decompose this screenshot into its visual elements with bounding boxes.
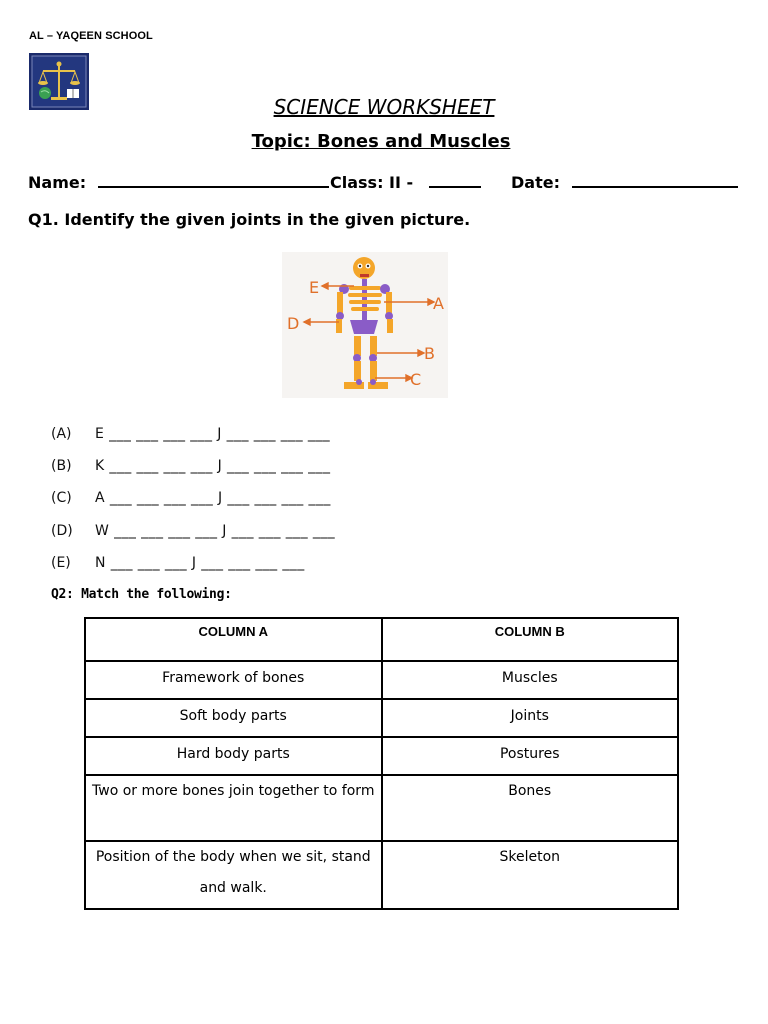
school-name: AL – YAQEEN SCHOOL [29,30,153,42]
answer-row[interactable] [51,490,331,506]
column-a-cell[interactable]: Position of the body when we sit, stand and walk. [85,841,382,909]
date-blank[interactable] [572,172,738,188]
column-b-cell[interactable]: Bones [382,775,679,841]
question-1-number: Q1 [28,210,53,229]
answer-row[interactable] [51,523,335,539]
class-blank[interactable] [429,172,481,188]
question-1-text: . Identify the given joints in the given picture. [52,210,471,229]
table-row [85,737,678,775]
column-b-cell[interactable]: Joints [382,699,679,737]
answer-option: (E) [51,555,71,571]
skeleton-figure [282,252,448,398]
date-field[interactable] [511,172,738,192]
column-a-cell[interactable]: Two or more bones join together to form [85,775,382,841]
match-table [84,617,679,910]
answer-option: (A) [51,426,72,442]
answer-row[interactable] [51,458,330,474]
answer-option: (C) [51,490,72,506]
answer-pattern[interactable]: E ___ ___ ___ ___ J ___ ___ ___ ___ [95,426,331,442]
column-b-cell[interactable]: Skeleton [382,841,679,909]
answer-pattern[interactable]: K ___ ___ ___ ___ J ___ ___ ___ ___ [95,458,331,474]
figure-label-b: B [424,344,435,363]
name-blank[interactable] [98,172,329,188]
question-2: Q2: Match the following: [51,587,232,602]
answer-pattern[interactable]: N ___ ___ ___ J ___ ___ ___ ___ [95,555,305,571]
table-row [85,841,678,909]
date-label: Date: [511,173,560,192]
figure-label-e: E [309,278,320,297]
answer-option: (B) [51,458,72,474]
column-a-header: COLUMN A [85,618,382,661]
figure-label-c: C [410,370,422,389]
column-b-cell[interactable]: Muscles [382,661,679,699]
answer-row[interactable] [51,426,330,442]
figure-label-a: A [433,294,444,313]
name-field[interactable] [28,172,329,192]
column-a-cell[interactable]: Framework of bones [85,661,382,699]
column-b-cell[interactable]: Postures [382,737,679,775]
class-field[interactable] [330,172,481,192]
column-b-header: COLUMN B [382,618,679,661]
answer-row[interactable] [51,555,305,571]
class-label: Class: II - [330,173,414,192]
table-row [85,699,678,737]
question-1 [28,210,470,229]
answer-pattern[interactable]: W ___ ___ ___ ___ J ___ ___ ___ ___ [95,523,336,539]
column-a-cell[interactable]: Hard body parts [85,737,382,775]
table-header-row [85,618,678,661]
column-a-cell[interactable]: Soft body parts [85,699,382,737]
table-row [85,775,678,841]
answer-option: (D) [51,523,73,539]
worksheet-title: SCIENCE WORKSHEET [273,95,495,119]
name-label: Name: [28,173,87,192]
figure-label-d: D [287,314,300,333]
answer-pattern[interactable]: A ___ ___ ___ ___ J ___ ___ ___ ___ [95,490,331,506]
table-row [85,661,678,699]
worksheet-topic: Topic: Bones and Muscles [251,131,511,152]
